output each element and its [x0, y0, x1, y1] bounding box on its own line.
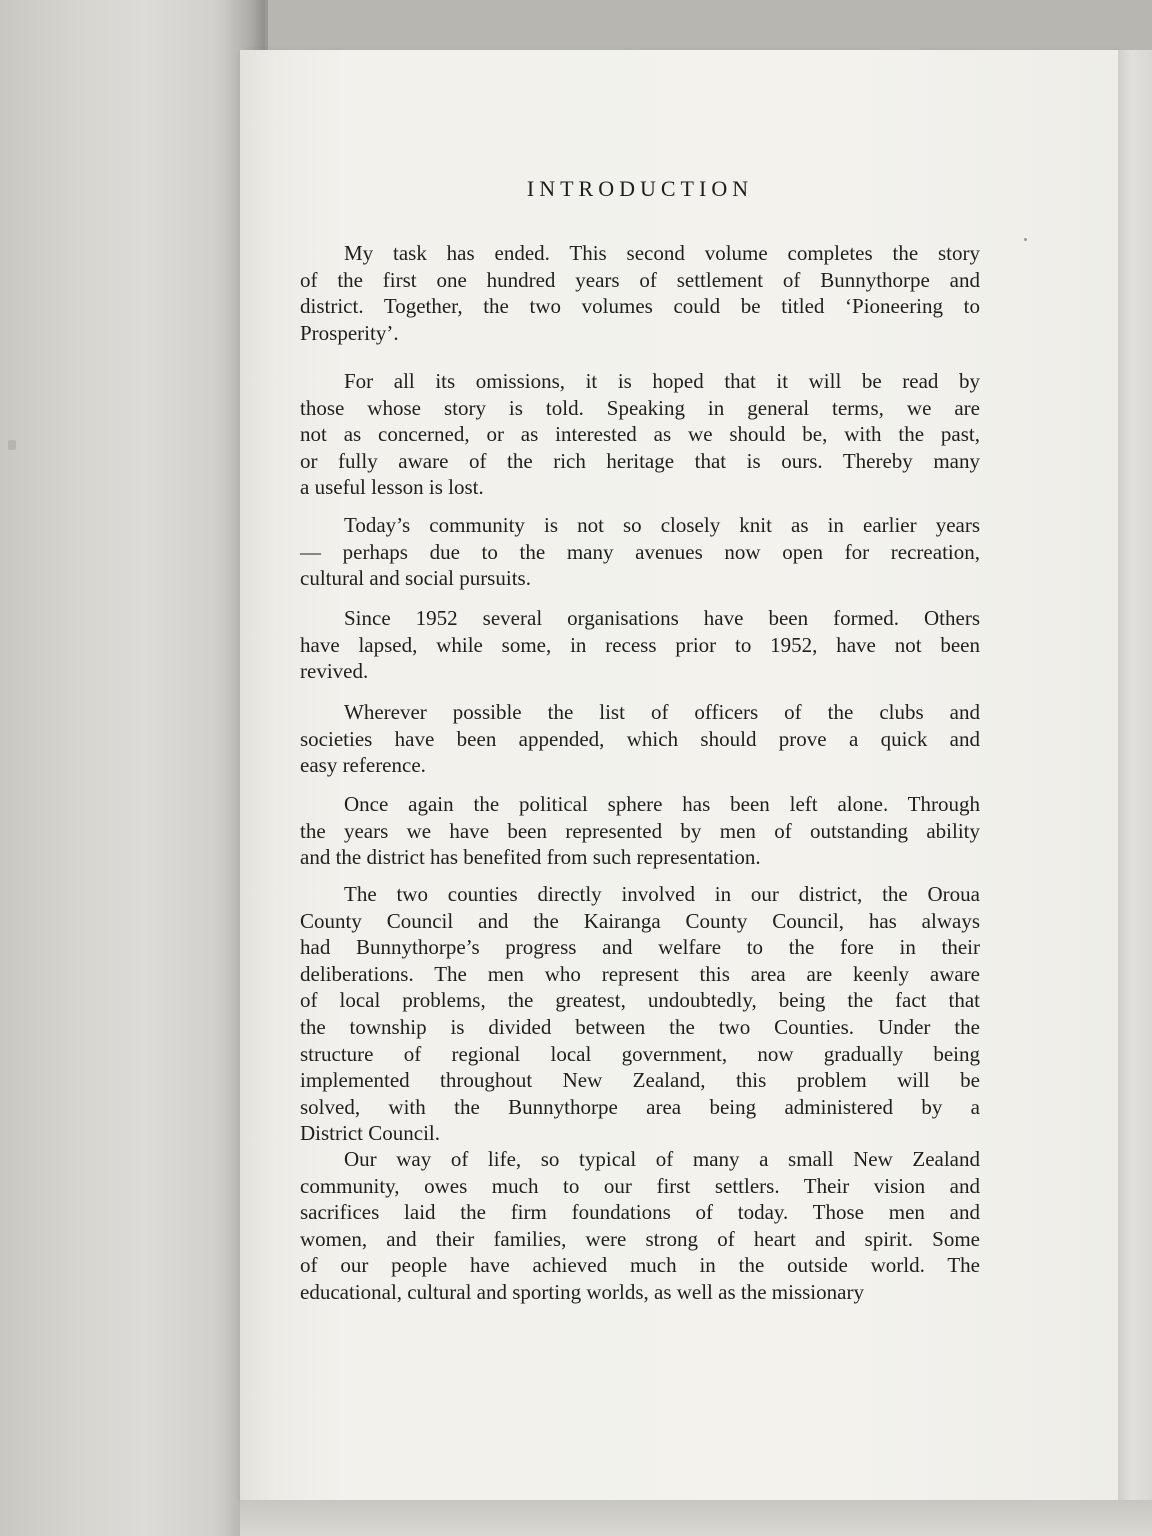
- page-title: INTRODUCTION: [526, 176, 754, 201]
- text-line: a useful lesson is lost.: [300, 475, 484, 500]
- page-bottom-shadow: [240, 1500, 1152, 1536]
- text-line: implemented throughout New Zealand, this problem will be: [300, 1068, 980, 1093]
- text-line: women, and their families, were strong of heart and spirit. Some: [300, 1226, 980, 1251]
- text-line: district. Together, the two volumes could be titled ‘Pioneering to: [300, 294, 980, 319]
- text-line: sacrifices laid the firm foundations of today. Those men and: [300, 1200, 980, 1225]
- text-line: For all its omissions, it is hoped that it will be read by: [344, 369, 980, 393]
- text-line: Today’s community is not so closely knit as in earlier years: [344, 513, 980, 537]
- text-line: revived.: [300, 659, 369, 684]
- ink-dot: [1024, 238, 1027, 241]
- page-mark: [8, 440, 16, 450]
- text-line: Wherever possible the list of officers of the clubs and: [344, 700, 980, 724]
- text-line: of our people have achieved much in the outside world. The: [300, 1253, 980, 1278]
- text-line: not as concerned, or as interested as we should be, with the past,: [300, 422, 980, 447]
- text-line: My task has ended. This second volume completes the story: [344, 241, 980, 265]
- text-line: of the first one hundred years of settlement of Bunnythorpe and: [300, 267, 980, 292]
- body-text: [300, 240, 980, 1320]
- text-line: The two counties directly involved in our district, the Oroua: [344, 882, 980, 906]
- text-line: deliberations. The men who represent this area are keenly aware: [300, 961, 980, 986]
- text-line: community, owes much to our first settlers. Their vision and: [300, 1173, 980, 1198]
- text-line: Our way of life, so typical of many a small New Zealand: [344, 1147, 980, 1171]
- text-line: Once again the political sphere has been left alone. Through: [344, 792, 980, 816]
- text-line: the township is divided between the two Counties. Under the: [300, 1015, 980, 1039]
- text-line: have lapsed, while some, in recess prior to 1952, have not been: [300, 632, 980, 657]
- text-line: educational, cultural and sporting worlds, as well as the missionary: [300, 1280, 864, 1304]
- text-line: the years we have been represented by men of outstanding ability: [300, 818, 980, 843]
- text-line: structure of regional local government, now gradually being: [300, 1041, 980, 1066]
- text-line: easy reference.: [300, 753, 426, 778]
- text-line: or fully aware of the rich heritage that is ours. Thereby many: [300, 448, 980, 473]
- page-edge: [1118, 50, 1152, 1500]
- text-line: — perhaps due to the many avenues now open for recreation,: [300, 539, 980, 564]
- text-line: and the district has benefited from such representation.: [300, 845, 761, 870]
- text-line: those whose story is told. Speaking in general terms, we are: [300, 395, 980, 420]
- text-line: Since 1952 several organisations have been formed. Others: [344, 606, 980, 630]
- text-line: cultural and social pursuits.: [300, 566, 531, 591]
- text-line: had Bunnythorpe’s progress and welfare to the fore in their: [300, 935, 980, 960]
- text-line: District Council.: [300, 1121, 440, 1146]
- text-line: solved, with the Bunnythorpe area being administered by a: [300, 1094, 980, 1119]
- text-line: County Council and the Kairanga County Council, has always: [300, 908, 980, 933]
- text-line: Prosperity’.: [300, 320, 399, 345]
- text-line: societies have been appended, which should prove a quick and: [300, 726, 980, 751]
- text-line: of local problems, the greatest, undoubtedly, being the fact that: [300, 988, 980, 1013]
